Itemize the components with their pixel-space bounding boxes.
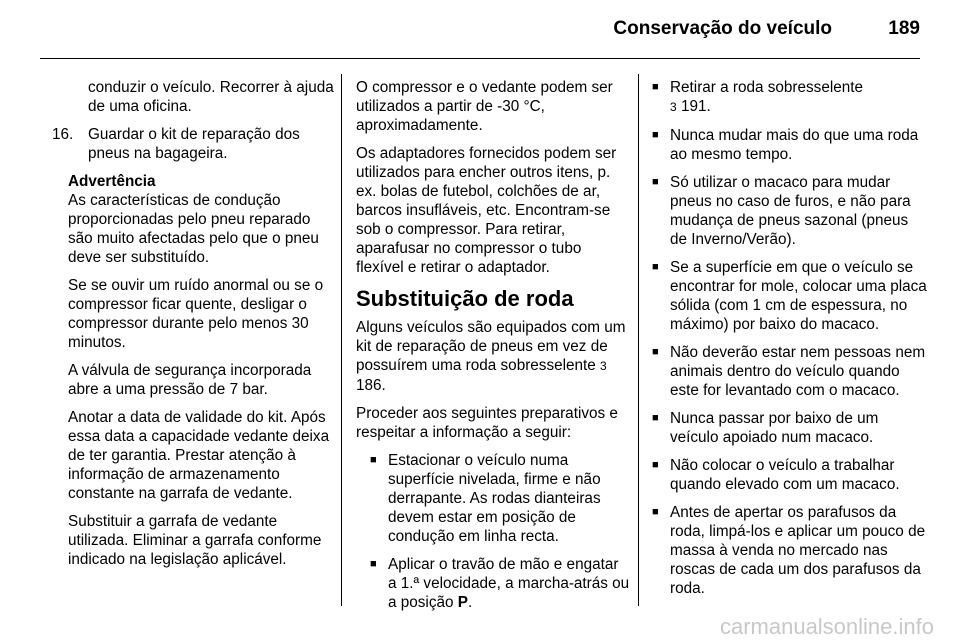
bullet-icon: ■ [652,506,659,518]
watermark: carmanualsonline.info [719,614,934,639]
continuation-text: conduzir o veículo. Recorrer à ajuda de uma oficina. [88,79,334,115]
bullet-icon: ■ [370,558,377,570]
bullet-icon: ■ [652,459,659,471]
header-rule [40,58,920,59]
list-item: ■ Retirar a roda sobresselente 3 191. [652,79,864,115]
column-2 [356,78,630,621]
warning-title: Advertência [68,173,156,190]
bullet-icon: ■ [652,176,659,188]
paragraph: Anotar a data de validade do kit. Após essa data a capacidade vedante deixa de ter garantia. Prestar atenção à informação de armazenamento constante na garrafa de vedante. [68,409,330,502]
page-ref-icon: 3 [600,359,607,373]
list-item: ■ Se a superfície em que o veículo se encontrar for mole, colocar uma placa sólida (com 1 cm de espessura, no máximo) por baixo do macaco. [652,259,927,333]
page-ref-icon: 3 [670,100,677,114]
bullet-icon: ■ [370,454,377,466]
step-text: Guardar o kit de reparação dos pneus na bagageira. [88,126,300,162]
bullet-icon: ■ [652,81,659,93]
section-title: Substituição de roda [356,286,574,311]
page-ref-link[interactable]: 191. [680,98,711,115]
column-divider [341,74,342,606]
warning-block [52,172,334,569]
list-item: ■ Antes de apertar os parafusos da roda, limpá-los e aplicar um pouco de massa à venda no mercado nas roscas de cada um dos parafusos da roda. [652,504,926,597]
paragraph: Os adaptadores fornecidos podem ser utilizados para encher outros itens, p. ex. bolas de futebol, colchões de ar, barcos insufláveis, etc. Encontram-se sob o compressor. Para retirar, aparafusar no compressor o tubo flexível e retirar o adaptador. [356,145,617,276]
bullet-icon: ■ [652,261,659,273]
column-divider [638,74,639,606]
header-title: Conservação do veículo [613,18,832,39]
paragraph: Proceder aos seguintes preparativos e respeitar a informação a seguir: [356,405,618,441]
paragraph: Alguns veículos são equipados com um kit de reparação de pneus em vez de possuírem uma roda sobresselente 3 186. [356,319,626,394]
step-number: 16. [52,126,74,143]
list-item: ■ Nunca mudar mais do que uma roda ao mesmo tempo. [652,127,919,163]
list-item: ■ Estacionar o veículo numa superfície nivelada, firme e não derrapante. As rodas dianteiras devem estar em posição de condução em linha recta. [370,452,601,545]
numbered-step-16 [52,125,334,163]
page-number: 189 [888,18,920,39]
bullet-icon: ■ [652,346,659,358]
list-item: ■ Aplicar o travão de mão e engatar a 1.ª velocidade, a marcha-atrás ou a posição P. [370,556,630,611]
paragraph: A válvula de segurança incorporada abre a uma pressão de 7 bar. [68,362,312,398]
paragraph: O compressor e o vedante podem ser utilizados a partir de -30 °C, aproximadamente. [356,79,613,134]
paragraph: Substituir a garrafa de vedante utilizada. Eliminar a garrafa conforme indicado na legislação aplicável. [68,513,322,568]
page-ref-link[interactable]: 186. [356,377,386,394]
bullet-icon: ■ [652,129,659,141]
list-item: ■ Não colocar o veículo a trabalhar quando elevado com um macaco. [652,457,900,493]
warning-text: As características de condução proporcionadas pelo pneu reparado são muito afectadas pelo que o pneu deve ser substituído. [68,192,319,266]
paragraph: Se se ouvir um ruído anormal ou se o compressor ficar quente, desligar o compressor durante pelo menos 30 minutos. [68,277,324,351]
column-1 [52,78,334,578]
bullet-icon: ■ [652,412,659,424]
list-item: ■ Não deverão estar nem pessoas nem animais dentro do veículo quando este for levantado com o macaco. [652,344,926,399]
column-3 [652,78,928,607]
list-item: ■ Só utilizar o macaco para mudar pneus no caso de furos, e não para mudança de pneus sazonal (pneus de Inverno/Verão). [652,174,911,248]
page-header [0,0,960,60]
list-item: ■ Nunca passar por baixo de um veículo apoiado num macaco. [652,410,879,446]
